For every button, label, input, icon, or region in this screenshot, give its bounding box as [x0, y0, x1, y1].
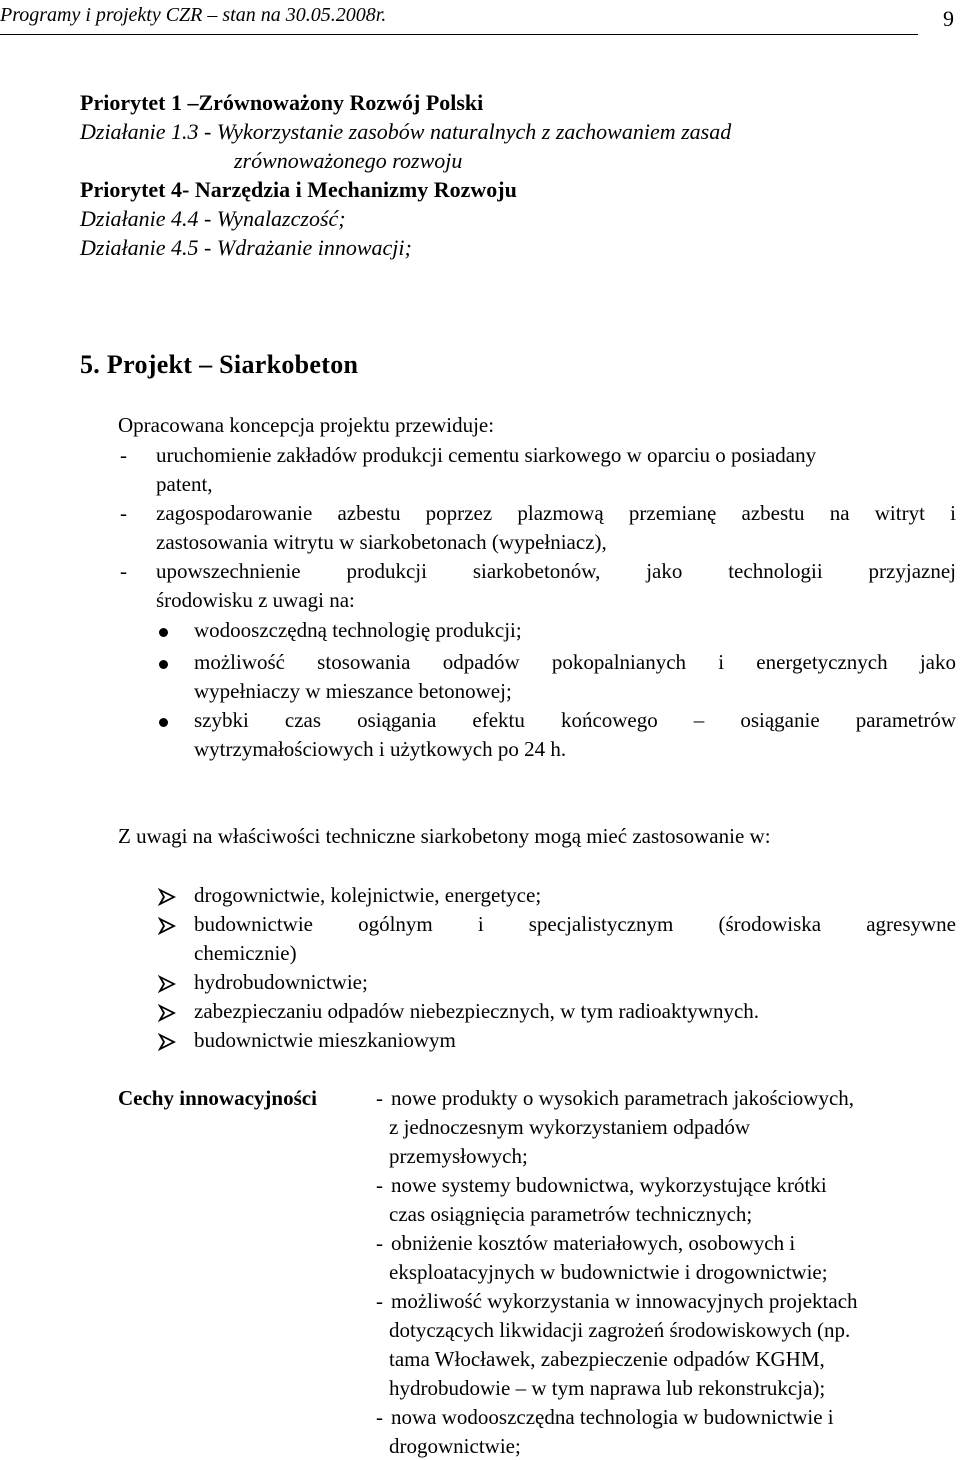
innovation-4-line4: hydrobudowie – w tym naprawa lub rekonstrukcja); [389, 1376, 826, 1400]
innovation-label: Cechy innowacyjności [118, 1086, 317, 1110]
innovation-1-line2: z jednoczesnym wykorzystaniem odpadów [389, 1115, 750, 1139]
priority-1-label: Priorytet 1 –Zrównoważony Rozwój Polski [80, 90, 484, 115]
bullet-dot [159, 660, 168, 669]
application-1: drogownictwie, kolejnictwie, energetyce; [194, 883, 542, 907]
dash-item-2-line2: zastosowania witrytu w siarkobetonach (wypełniacz), [156, 530, 607, 554]
page-number: 9 [943, 6, 954, 31]
innovation-3-line2: eksploatacyjnych w budownictwie i drogownictwie; [389, 1260, 828, 1284]
arrow-bullet-icon [158, 1004, 176, 1022]
arrow-bullet-icon [158, 917, 176, 935]
innovation-3-line1: obniżenie kosztów materiałowych, osobowych i [391, 1231, 796, 1255]
innovation-1-line1: nowe produkty o wysokich parametrach jakościowych, [391, 1086, 855, 1110]
arrow-bullet-icon [158, 975, 176, 993]
innovation-2-line2: czas osiągnięcia parametrów technicznych; [389, 1202, 753, 1226]
innovation-5-line2: drogownictwie; [389, 1434, 521, 1458]
innovation-dash: - [376, 1405, 383, 1429]
innovation-2-line1: nowe systemy budownictwa, wykorzystujące krótki [391, 1173, 827, 1197]
dash-marker: - [120, 501, 127, 525]
action-4-4: Działanie 4.4 - Wynalazczość; [80, 206, 346, 231]
dash-item-1-line1: uruchomienie zakładów produkcji cementu siarkowego w oparciu o posiadany [156, 443, 817, 467]
action-1-3-line1: Działanie 1.3 - Wykorzystanie zasobów naturalnych z zachowaniem zasad [80, 119, 732, 144]
header-rule [0, 34, 918, 35]
bullet-3-line2: wytrzymałościowych i użytkowych po 24 h. [194, 737, 567, 761]
innovation-1-line3: przemysłowych; [389, 1144, 528, 1168]
action-4-5: Działanie 4.5 - Wdrażanie innowacji; [80, 235, 412, 260]
arrow-bullet-icon [158, 888, 176, 906]
arrow-bullet-icon [158, 1033, 176, 1051]
innovation-dash: - [376, 1173, 383, 1197]
bullet-dot [159, 628, 168, 637]
application-3: hydrobudownictwie; [194, 970, 368, 994]
dash-item-3-line1: upowszechnienie produkcji siarkobetonów, jako technologii przyjaznej [156, 559, 956, 583]
priority-4-label: Priorytet 4- Narzędzia i Mechanizmy Rozwoju [80, 177, 517, 202]
bullet-dot [159, 718, 168, 727]
innovation-4-line1: możliwość wykorzystania w innowacyjnych projektach [391, 1289, 858, 1313]
innovation-5-line1: nowa wodooszczędna technologia w budownictwie i [391, 1405, 834, 1429]
application-2-line2: chemicznie) [194, 941, 297, 965]
application-4: zabezpieczaniu odpadów niebezpiecznych, w tym radioaktywnych. [194, 999, 760, 1023]
dash-item-2-line1: zagospodarowanie azbestu poprzez plazmową przemianę azbestu na witryt i [156, 501, 956, 525]
section-intro: Opracowana koncepcja projektu przewiduje: [118, 413, 495, 437]
dash-item-3-line2: środowisku z uwagi na: [156, 588, 355, 612]
running-header: Programy i projekty CZR – stan na 30.05.2008r. [0, 4, 387, 26]
applications-intro: Z uwagi na właściwości techniczne siarkobetony mogą mieć zastosowanie w: [118, 824, 771, 848]
bullet-1-line1: wodooszczędną technologię produkcji; [194, 618, 522, 642]
section-title: 5. Projekt – Siarkobeton [80, 350, 359, 379]
innovation-dash: - [376, 1231, 383, 1255]
innovation-dash: - [376, 1086, 383, 1110]
innovation-4-line3: tama Włocławek, zabezpieczenie odpadów KGHM, [389, 1347, 825, 1371]
bullet-3-line1: szybki czas osiągania efektu końcowego – osiąganie parametrów [194, 708, 956, 732]
application-2-line1: budownictwie ogólnym i specjalistycznym (środowiska agresywne [194, 912, 956, 936]
innovation-4-line2: dotyczących likwidacji zagrożeń środowiskowych (np. [389, 1318, 851, 1342]
action-1-3-line2: zrównoważonego rozwoju [234, 148, 463, 173]
dash-marker: - [120, 559, 127, 583]
bullet-2-line1: możliwość stosowania odpadów pokopalnianych i energetycznych jako [194, 650, 956, 674]
bullet-2-line2: wypełniaczy w mieszance betonowej; [194, 679, 512, 703]
dash-item-1-line2: patent, [156, 472, 213, 496]
application-5: budownictwie mieszkaniowym [194, 1028, 456, 1052]
innovation-dash: - [376, 1289, 383, 1313]
dash-marker: - [120, 443, 127, 467]
